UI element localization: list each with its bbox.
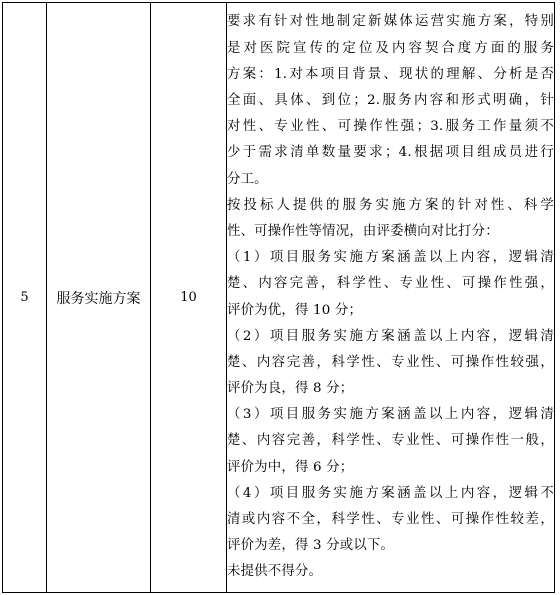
criteria-line: 性、可操作性等情况，由评委横向对比打分： <box>227 223 499 239</box>
scoring-table <box>2 2 555 593</box>
criteria-line: （4）项目服务实施方案涵盖以上内容，逻辑不 <box>227 485 554 501</box>
criteria-line: 清或内容不全，科学性、专业性、可操作性较差， <box>227 512 554 527</box>
criteria-line: （1）项目服务实施方案涵盖以上内容，逻辑清 <box>227 250 554 266</box>
table-row <box>3 3 555 593</box>
criteria-line: 未提供不得分。 <box>227 564 323 580</box>
criteria-line: 评价为优，得 10 分； <box>227 302 363 318</box>
criteria-line: 少于需求清单数量要求；4.根据项目组成员进行 <box>227 145 554 161</box>
criteria-line: 楚、内容完善，科学性、专业性、可操作性一般， <box>227 433 554 449</box>
criteria-line: 按投标人提供的服务实施方案的针对性、科学 <box>227 197 554 213</box>
criteria-line: 分工。 <box>227 171 268 187</box>
criteria-line: 全面、具体、到位；2.服务内容和形式明确，针 <box>227 93 554 108</box>
criteria-line: 评价为良，得 8 分； <box>227 381 354 397</box>
criteria-line: 楚、内容完善，科学性、专业性、可操作性较强， <box>227 354 554 370</box>
criteria-line: 方案：1.对本项目背景、现状的理解、分析是否 <box>227 66 554 82</box>
criteria-line: （3）项目服务实施方案涵盖以上内容，逻辑清 <box>227 407 554 423</box>
criteria-line: 楚、内容完善，科学性、专业性、可操作性强， <box>227 276 554 292</box>
item-number-cell: 5 <box>3 3 47 593</box>
criteria-line: （2）项目服务实施方案涵盖以上内容，逻辑清 <box>227 328 554 344</box>
criteria-line: 是对医院宣传的定位及内容契合度方面的服务 <box>227 40 554 56</box>
criteria-line: 要求有针对性地制定新媒体运营实施方案，特别 <box>227 14 554 30</box>
item-score-cell: 10 <box>151 3 227 593</box>
criteria-line: 对性、专业性、可操作性强；3.服务工作量须不 <box>227 119 554 135</box>
criteria-line: 评价为差，得 3 分或以下。 <box>227 538 395 554</box>
criteria-cell <box>227 3 555 593</box>
item-name-cell: 服务实施方案 <box>47 3 151 593</box>
criteria-line: 评价为中，得 6 分； <box>227 459 354 475</box>
